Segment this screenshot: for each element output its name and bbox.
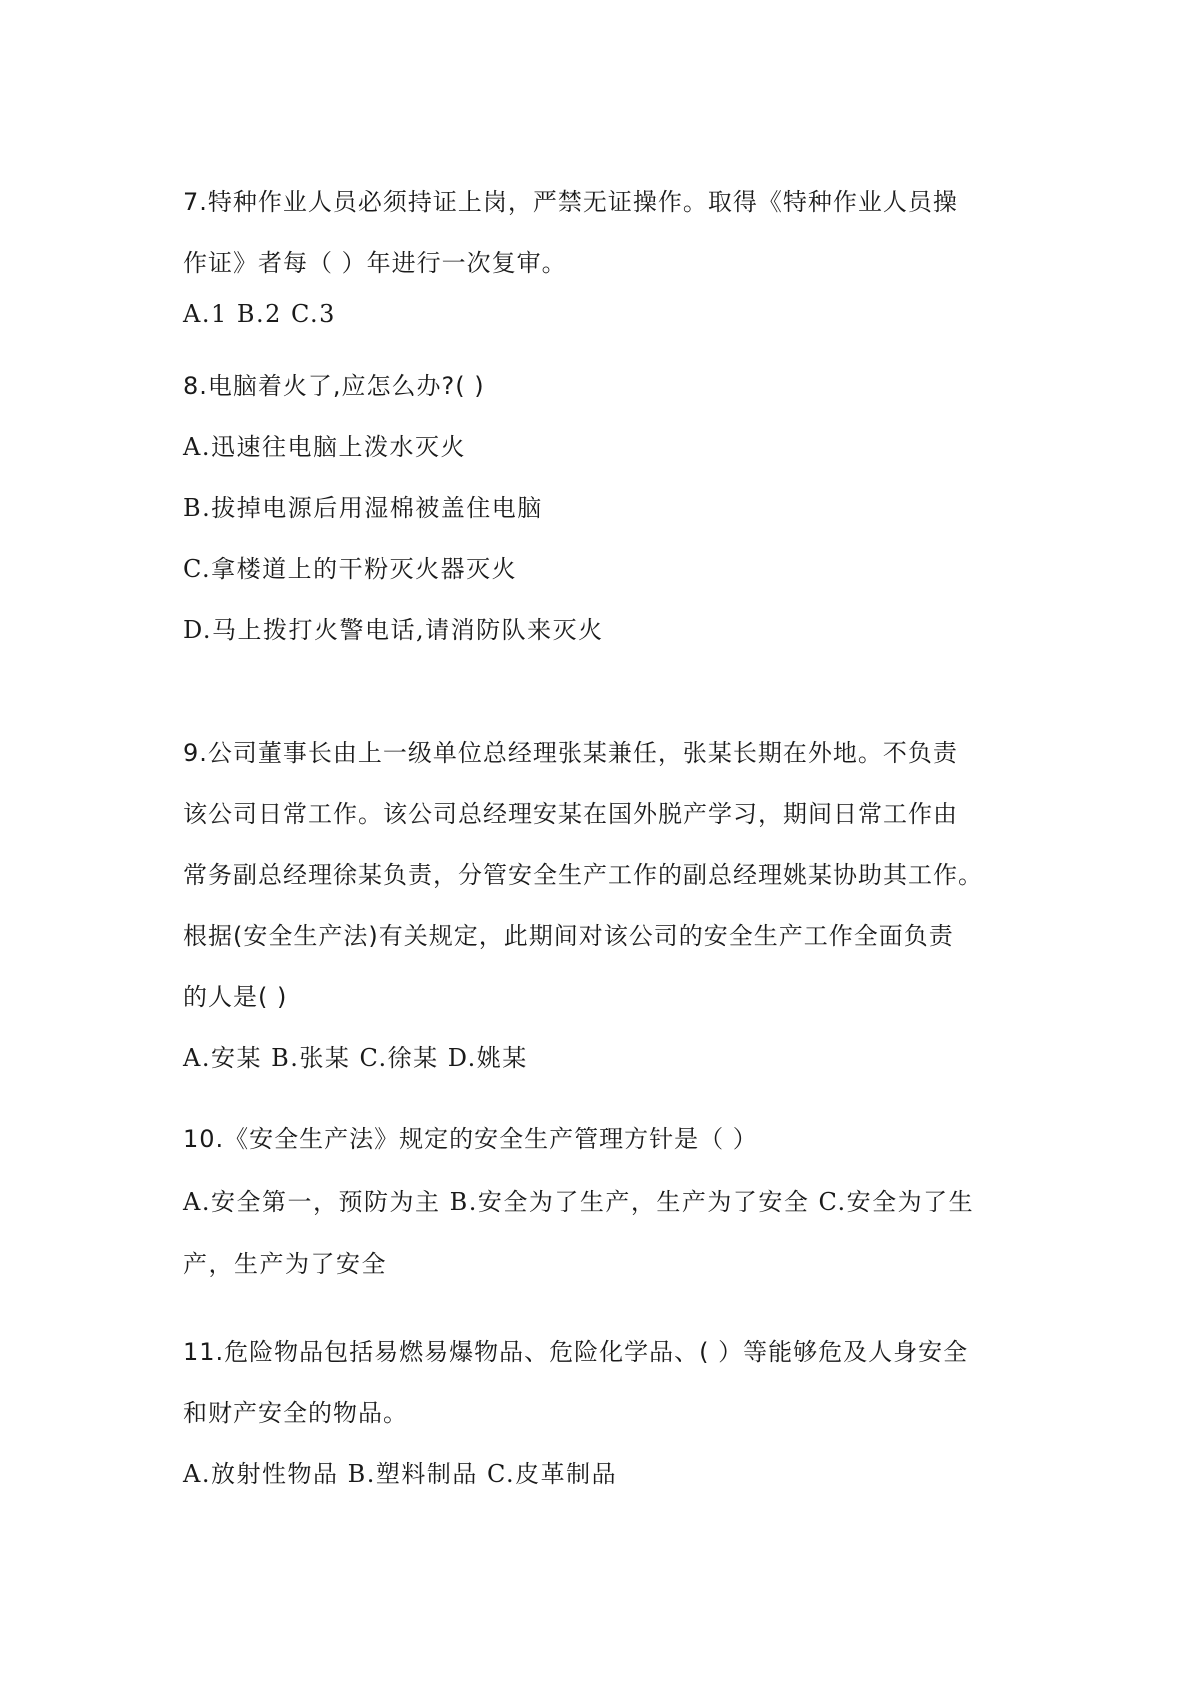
question-11-options: A.放射性物品 B.塑料制品 C.皮革制品 [183,1460,618,1488]
question-9-line-5: 的人是( ) [183,983,288,1011]
question-9-line-2: 该公司日常工作。该公司总经理安某在国外脱产学习，期间日常工作由 [183,800,958,828]
question-10-line-1: 10.《安全生产法》规定的安全生产管理方针是（ ） [183,1125,758,1153]
question-9-line-1: 9.公司董事长由上一级单位总经理张某兼任，张某长期在外地。不负责 [183,739,958,767]
question-8-option-d: D.马上拨打火警电话,请消防队来灭火 [183,616,604,644]
question-7-line-2: 作证》者每（ ）年进行一次复审。 [183,249,567,277]
question-9-options: A.安某 B.张某 C.徐某 D.姚某 [183,1044,528,1072]
question-10-options-line-2: 产，生产为了安全 [183,1250,387,1278]
question-11-line-1: 11.危险物品包括易燃易爆物品、危险化学品、( ）等能够危及人身安全 [183,1338,969,1366]
question-9-line-3: 常务副总经理徐某负责，分管安全生产工作的副总经理姚某协助其工作。 [183,861,983,889]
question-8-option-b: B.拔掉电源后用湿棉被盖住电脑 [183,494,543,522]
question-7-line-1: 7.特种作业人员必须持证上岗，严禁无证操作。取得《特种作业人员操 [183,188,958,216]
question-8-option-a: A.迅速往电脑上泼水灭火 [183,433,466,461]
question-9-line-4: 根据(安全生产法)有关规定，此期间对该公司的安全生产工作全面负责 [183,922,954,950]
question-8-line-1: 8.电脑着火了,应怎么办?( ) [183,372,485,400]
question-8-option-c: C.拿楼道上的干粉灭火器灭火 [183,555,518,583]
question-7-options: A.1 B.2 C.3 [183,300,336,328]
question-10-options-line-1: A.安全第一，预防为主 B.安全为了生产，生产为了安全 C.安全为了生 [183,1188,975,1216]
question-11-line-2: 和财产安全的物品。 [183,1399,408,1427]
